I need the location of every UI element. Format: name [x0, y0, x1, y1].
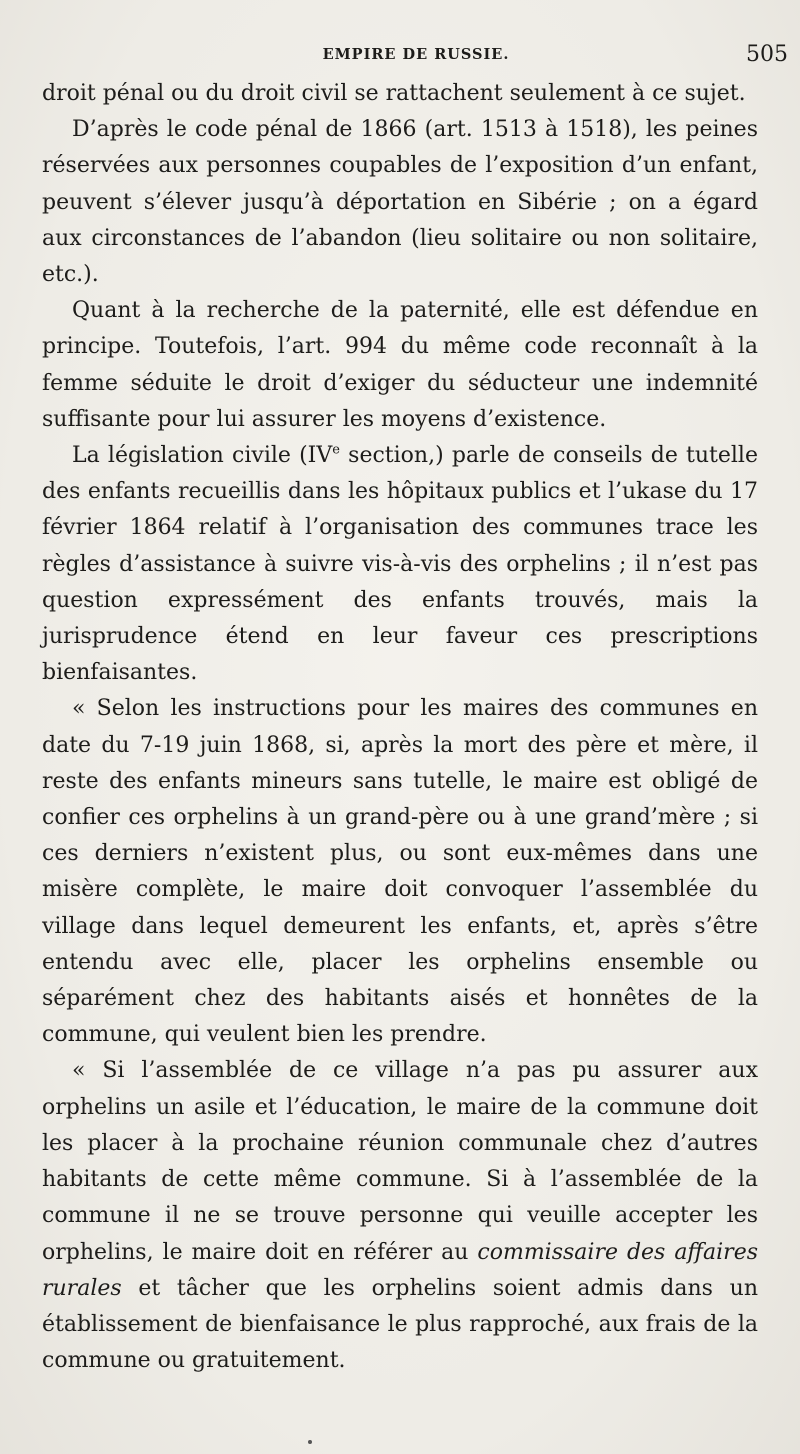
page-body	[42, 76, 758, 1379]
paragraph-penal-code: D’après le code pénal de 1866 (art. 1513 à 1518), les peines réservées aux personnes coupables de l’exposition d’un enfant, peuvent s’élever jusqu’à déportation en Sibérie ; on a égard aux circonstances de l’abandon (lieu solitaire ou non solitaire, etc.).	[42, 117, 758, 288]
paragraph-assemblee-a: « Si l’assemblée de ce village n’a pas pu assurer aux orphelins un asile et l’éducation, le maire de la commune doit les placer à la prochaine réunion communale chez d’autres habitants de cette même commune. Si à l’assemblée de la commune il ne se trouve personne qui veuille accepter les orphelins, le maire doit en référer au	[42, 1058, 758, 1265]
superscript-e: e	[332, 442, 340, 458]
paragraph-instructions-maires: « Selon les instructions pour les maires des communes en date du 7-19 juin 1868, si, après la mort des père et mère, il reste des enfants mineurs sans tutelle, le maire est obligé de confier ces orphelins à un grand-père ou à une grand’mère ; si ces derniers n’existent plus, ou sont eux-mêmes dans une misère complète, le maire doit convoquer l’assemblée du village dans lequel demeurent les enfants, et, après s’être entendu avec elle, placer les orphelins ensemble ou séparément chez des habitants aisés et honnêtes de la commune, qui veulent bien les prendre.	[42, 696, 758, 1048]
page-number: 505	[746, 42, 788, 67]
paragraph-continuation: droit pénal ou du droit civil se rattachent seulement à ce sujet.	[42, 81, 746, 106]
running-title: EMPIRE DE RUSSIE.	[322, 46, 510, 63]
paragraph-civil-legislation-b: section,) parle de conseils de tutelle des enfants recueillis dans les hôpitaux publics et l’ukase du 17 février 1864 relatif à l’organisation des communes trace les règles d’assistance à suivre vis-à-vis des orphelins ; il n’est pas question expressément des enfants trouvés, mais la jurisprudence étend en leur faveur ces prescriptions bienfaisantes.	[42, 443, 758, 686]
print-speck	[308, 1440, 312, 1444]
paragraph-paternity: Quant à la recherche de la paternité, elle est défendue en principe. Toutefois, l’art. 994 du même code reconnaît à la femme séduite le droit d’exiger du séducteur une indemnité suffisante pour lui assurer les moyens d’existence.	[42, 298, 758, 432]
page-header	[42, 42, 790, 72]
paragraph-civil-legislation	[42, 438, 758, 691]
paragraph-civil-legislation-a: La législation civile (IV	[72, 443, 333, 469]
italic-commissaire: commissaire des affaires rurales	[42, 1239, 758, 1301]
paragraph-assemblee-village	[42, 1053, 758, 1379]
paragraph-assemblee-b: et tâcher que les orphelins soient admis dans un établissement de bienfaisance le plus rapproché, aux frais de la commune ou gratuitement.	[42, 1275, 758, 1374]
